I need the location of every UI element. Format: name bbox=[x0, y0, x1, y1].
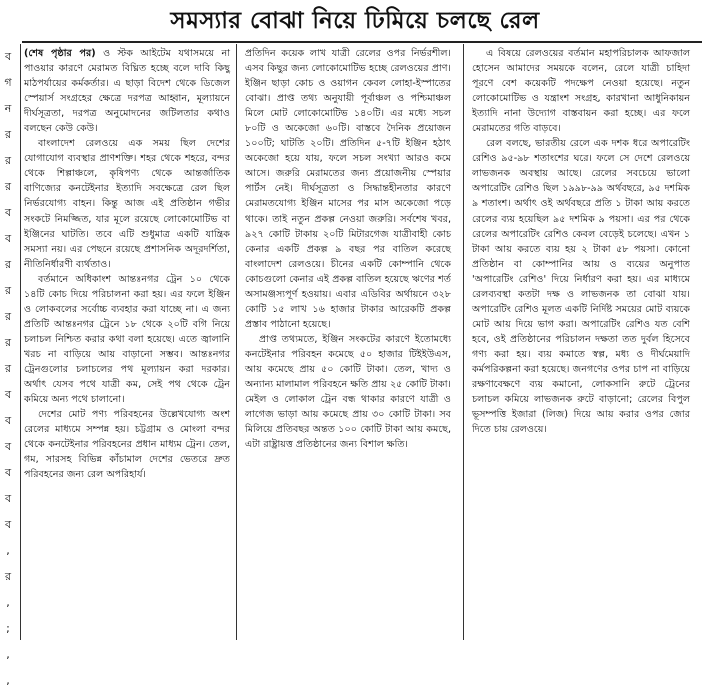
paragraph: রেল বলছে, ভারতীয় রেলে এক দশক ধরে অপারেটিং রেশিও ৯৫-৯৮ শতাংশের ঘরে। ফলে সে দেশে রেলওয়ে লাভজনক অবস্থায় আছে। রেলের সবচেয়ে ভালো অপারেটিং রেশিও ছিল ১৯৯৮-৯৯ অর্থবছরে, ৯৫ দশমিক ৯ শতাংশ। অর্থাৎ ওই অর্থবছরে প্রতি ১ টাকা আয় করতে রেলের ব্যয় হয়েছিল ৯৫ দশমিক ৯ পয়সা। এর পর থেকে রেলের অপারেটিং রেশিও কেবল বেড়েই চলেছে। এখন ১ টাকা আয় করতে ব্যয় হয় ২ টাকা ৫৮ পয়সা। কোনো প্রতিষ্ঠান বা কোম্পানির আয় ও ব্যয়ের অনুপাত 'অপারেটিং রেশিও' দিয়ে নির্ধারণ করা হয়। এর মাধ্যমে রেলব্যবস্থা কতটা দক্ষ ও লাভজনক তা বোঝা যায়। অপারেটিং রেশিও মূলত একটি নির্দিষ্ট সময়ের মোট ব্যয়কে মোট আয় দিয়ে ভাগ করা। অপারেটিং রেশিও যত বেশি হবে, ওই প্রতিষ্ঠানের পরিচালন দক্ষতা তত দুর্বল হিসেবে গণ্য করা হয়। ব্যয় কমাতে স্বল্প, মধ্য ও দীর্ঘমেয়াদি কর্মপরিকল্পনা করা হয়েছে। জনগণের ওপর চাপ না বাড়িয়ে রক্ষণাবেক্ষণে ব্যয় কমানো, লোকসানি রুটে ট্রেনের চলাচল কমিয়ে লাভজনক রুটে বাড়ানো; রেলের বিপুল ভূসম্পত্তি ইজারা (লিজ) দিয়ে আয় করার ওপর জোর দিতে চায় রেলওয়ে। bbox=[472, 138, 690, 436]
previous-column-glyph: ব bbox=[4, 206, 12, 219]
previous-column-glyph: ব bbox=[4, 50, 12, 63]
paragraph: বাংলাদেশ রেলওয়ে এক সময় ছিল দেশের যোগাযোগ ব্যবস্থার প্রাণশক্তি। শহর থেকে শহরে, বন্দর থেকে শিল্পাঞ্চলে, কৃষিপণ্য থেকে আন্তর্জাতিক বাণিজ্যের কনটেইনার ইত্যাদি সবক্ষেত্রে রেল ছিল নির্ভরযোগ্য বাহন। কিন্তু আজ এই প্রতিষ্ঠান গভীর সংকটে নিমজ্জিত, যার মূলে রয়েছে লোকোমোটিভ বা ইঞ্জিনের ঘাটতি। তবে এটি শুধুমাত্র একটি যান্ত্রিক সমস্যা নয়। এর পেছনে রয়েছে প্রশাসনিক অদূরদর্শিতা, নীতিনির্ধারণী ব্যর্থতাও। bbox=[24, 138, 230, 270]
paragraph bbox=[24, 46, 230, 136]
article-column-2 bbox=[245, 46, 451, 642]
previous-column-glyph: ব bbox=[4, 518, 12, 531]
previous-column-glyph: র bbox=[4, 284, 12, 297]
previous-column-glyph: র bbox=[4, 570, 12, 583]
headline-rule bbox=[22, 41, 702, 43]
previous-column-glyph: র bbox=[4, 310, 12, 323]
previous-column-glyph: ব bbox=[4, 388, 12, 401]
previous-column-glyph: গ bbox=[4, 76, 12, 89]
previous-column-glyph: ন bbox=[4, 102, 12, 115]
column-divider bbox=[463, 44, 464, 640]
paragraph: বর্তমানে অধিকাংশ আন্তঃনগর ট্রেন ১০ থেকে ১৪টি কোচ দিয়ে পরিচালনা করা হয়। এর ফলে ইঞ্জিন ও লোকবলের সর্বোচ্চ ব্যবহার করা যাচ্ছে না। এ জন্য প্রতিটি আন্তঃনগর ট্রেনে ১৮ থেকে ২০টি বগি নিয়ে চলাচল নিশ্চিত করার কথা বলা হয়েছে। এতে জ্বালানি খরচ না বাড়িয়ে আয় বাড়ানো সম্ভব। আন্তঃনগর ট্রেনগুলোর চলাচলের পথ মূল্যায়ন করা দরকার। অর্থাৎ যেসব পথে যাত্রী কম, সেই পথ থেকে ট্রেন কমিয়ে অন্য পথে চালানো। bbox=[24, 273, 230, 406]
previous-column-glyph: , bbox=[6, 544, 10, 557]
paragraph: প্রতিদিন কয়েক লাখ যাত্রী রেলের ওপর নির্ভরশীল। এসব কিছুর জন্য লোকোমোটিভ হচ্ছে রেলওয়ের প্রাণ। ইঞ্জিন ছাড়া কোচ ও ওয়াগন কেবল লোহা-ইস্পাতের বোঝা। প্রাপ্ত তথ্য অনুযায়ী পূর্বাঞ্চল ও পশ্চিমাঞ্চল মিলে মোট লোকোমোটিভ ১৪০টি। এর মধ্যে সচল ৮০টি ও অকেজো ৬০টি। বাস্তবে দৈনিক প্রয়োজন ১০০টি; ঘাটতি ২০টি। প্রতিদিন ৫-৭টি ইঞ্জিন হঠাৎ অকেজো হয়ে যায়, ফলে সচল সংখ্যা আরও কমে আসে। জরুরি মেরামতের জন্য প্রয়োজনীয় স্পেয়ার পার্টস নেই। দীর্ঘসূত্রতা ও সিদ্ধান্তহীনতার কারণে মেরামতযোগ্য ইঞ্জিন মাসের পর মাস অকেজো পড়ে থাকে। তাই নতুন প্রকল্প নেওয়া জরুরি। সর্বশেষ খবর, ৯২৭ কোটি টাকায় ২০টি মিটারগেজ যাত্রীবাহী কোচ কেনার একটি প্রকল্প ৯ বছর পর বাতিল করেছে বাংলাদেশ রেলওয়ে। চীনের একটি কোম্পানি থেকে কোচগুলো কেনার এই প্রকল্প বাতিল হয়েছে ঋণের শর্ত অসামঞ্জস্যপূর্ণ হওয়ায়। এবার এডিবির অর্থায়নে ৩২৮ কোটি ১৫ লাখ ১৬ হাজার টাকার আরেকটি প্রকল্প প্রস্তাব পাঠানো হয়েছে। bbox=[245, 48, 451, 330]
previous-column-glyph: ; bbox=[6, 622, 10, 635]
paragraph: এ বিষয়ে রেলওয়ের বর্তমান মহাপরিচালক আফজাল হোসেন আমাদের সময়কে বলেন, রেলে যাত্রী চাহিদা পূরণে বেশ কয়েকটি পদক্ষেপ নেওয়া হয়েছে। নতুন লোকোমোটিভ ও যন্ত্রাংশ সংগ্রহ, কারখানা আধুনিকায়ন ইত্যাদি নানা উদ্যোগ বাস্তবায়ন করা হচ্ছে। এর ফলে মেরামতের গতি বাড়বে। bbox=[472, 48, 690, 135]
previous-column-glyph: ব bbox=[4, 466, 12, 479]
paragraph: প্রাপ্ত তথ্যমতে, ইঞ্জিন সংকটের কারণে ইতোমধ্যে কনটেইনার পরিবহন কমেছে ৫০ হাজার টিইইউএস, আয় কমেছে প্রায় ৫০ কোটি টাকা। তেল, খাদ্য ও অন্যান্য মালামাল পরিবহনে ক্ষতি প্রায় ২৫ কোটি টাকা। মেইল ও লোকাল ট্রেন বন্ধ থাকার কারণে যাত্রী ও লাগেজ ভাড়া আয় কমেছে প্রায় ৩০ কোটি টাকা। সব মিলিয়ে প্রতিবছর অন্তত ১০০ কোটি টাকা আয় কমছে, এটা রাষ্ট্রায়ত্ত প্রতিষ্ঠানের জন্য বিশাল ক্ষতি। bbox=[245, 333, 451, 451]
continuation-lead: (শেষ পৃষ্ঠার পর) bbox=[24, 48, 96, 59]
column-divider bbox=[236, 44, 237, 640]
previous-column-glyph: র bbox=[4, 258, 12, 271]
article-column-3 bbox=[472, 46, 690, 642]
headline: সমস্যার বোঝা নিয়ে ঢিমিয়ে চলছে রেল bbox=[170, 7, 540, 34]
previous-column-glyph: র bbox=[4, 128, 12, 141]
previous-column-glyph: , bbox=[6, 674, 10, 687]
column-divider bbox=[20, 44, 21, 640]
previous-column-glyph: ব bbox=[4, 440, 12, 453]
previous-column-glyph: র bbox=[4, 154, 12, 167]
paragraph: দেশের মোট পণ্য পরিবহনের উল্লেখযোগ্য অংশ রেলের মাধ্যমে সম্পন্ন হয়। চট্টগ্রাম ও মোংলা বন্দর থেকে কনটেইনার পরিবহনের প্রধান মাধ্যম ট্রেন। তেল, গম, সারসহ বিভিন্ন কাঁচামাল দেশের ভেতরে দ্রুত পরিবহনের জন্য রেল অপরিহার্য। bbox=[24, 409, 230, 481]
previous-column-glyph: র bbox=[4, 180, 12, 193]
previous-column-glyph: ব bbox=[4, 414, 12, 427]
previous-article-column bbox=[0, 44, 16, 687]
previous-column-glyph: , bbox=[6, 596, 10, 609]
previous-column-glyph: র bbox=[4, 362, 12, 375]
previous-column-glyph: র bbox=[4, 336, 12, 349]
previous-column-glyph: ব bbox=[4, 492, 12, 505]
previous-column-glyph: , bbox=[6, 648, 10, 661]
paragraph-text: ও স্টক আইটেম যথাসময়ে না পাওয়ার কারণে মেরামত বিঘ্নিত হচ্ছে বলে দাবি কিছু মাঠপর্যায়ের কর্মকর্তার। এ ছাড়া বিদেশ থেকে ডিজেল স্পেয়ার্স সংগ্রহের ক্ষেত্রে দরপত্র আহ্বান, মূল্যায়নে দীর্ঘসূত্রতা, দরপত্র অনুমোদনের জটিলতার কথাও বলছেন কেউ কেউ। bbox=[24, 48, 230, 135]
article-column-1 bbox=[24, 46, 230, 642]
previous-column-glyph: ব bbox=[4, 232, 12, 245]
